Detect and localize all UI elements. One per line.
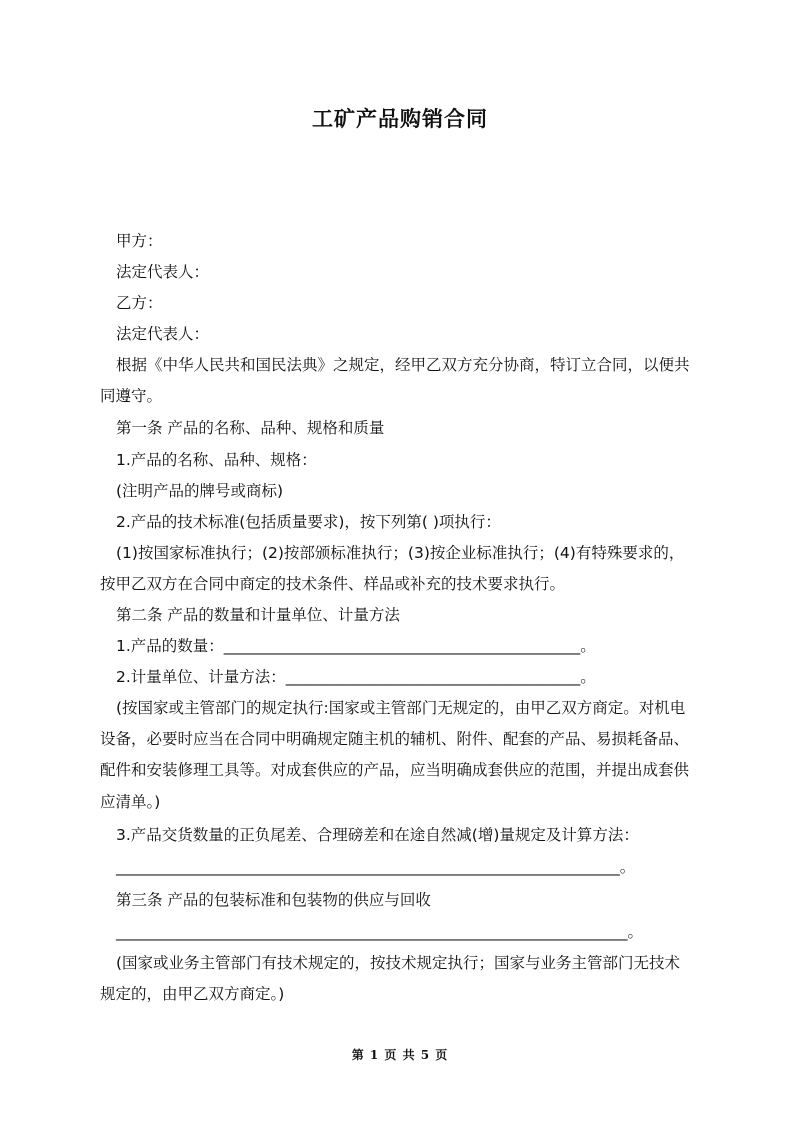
article-1-item-2: 2.产品的技术标准(包括质量要求)，按下列第( )项执行： bbox=[116, 513, 501, 531]
article-2-item-3: 3.产品交货数量的正负尾差、合理磅差和在途自然减(增)量规定及计算方法： bbox=[116, 826, 639, 844]
article-1-note: (注明产品的牌号或商标) bbox=[116, 482, 284, 500]
article-2-heading: 第二条 产品的数量和计量单位、计量方法 bbox=[116, 606, 400, 624]
measurement-note-line-3: 配件和安装修理工具等。对成套供应的产品，应当明确成套供应的范围，并提出成套供 bbox=[100, 761, 690, 779]
measurement-field: 2.计量单位、计量方法：______________________________________。 bbox=[116, 668, 596, 686]
measurement-note-line-1: (按国家或主管部门的规定执行:国家或主管部门无规定的，由甲乙双方商定。对机电 bbox=[116, 699, 686, 717]
party-b-representative: 法定代表人： bbox=[116, 325, 210, 343]
standards-line-1: (1)按国家标准执行；(2)按部颁标准执行；(3)按企业标准执行；(4)有特殊要求的， bbox=[116, 544, 685, 562]
party-a-label: 甲方： bbox=[116, 232, 163, 250]
article-3-heading: 第三条 产品的包装标准和包装物的供应与回收 bbox=[116, 891, 431, 909]
preamble-line-2: 同遵守。 bbox=[100, 387, 163, 405]
page-footer: 第 1 页 共 5 页 bbox=[351, 1048, 449, 1062]
measurement-note-line-2: 设备，必要时应当在合同中明确规定随主机的辅机、附件、配套的产品、易损耗备品、 bbox=[100, 730, 690, 748]
packaging-note-line-1: (国家或业务主管部门有技术规定的，按技术规定执行；国家与业务主管部门无技术 bbox=[116, 954, 681, 972]
measurement-note-line-4: 应清单。) bbox=[100, 793, 161, 811]
article-1-item-1: 1.产品的名称、品种、规格： bbox=[116, 451, 317, 469]
tolerance-blank: _________________________________________________________________。 bbox=[116, 858, 636, 876]
standards-line-2: 按甲乙双方在合同中商定的技术条件、样品或补充的技术要求执行。 bbox=[100, 575, 566, 593]
party-b-label: 乙方： bbox=[116, 294, 163, 312]
party-a-representative: 法定代表人： bbox=[116, 263, 210, 281]
article-1-heading: 第一条 产品的名称、品种、规格和质量 bbox=[116, 419, 385, 437]
quantity-field: 1.产品的数量：______________________________________________。 bbox=[116, 637, 596, 655]
preamble-line-1: 根据《中华人民共和国民法典》之规定，经甲乙双方充分协商，特订立合同，以便共 bbox=[116, 356, 690, 374]
packaging-note-line-2: 规定的，由甲乙双方商定。) bbox=[100, 985, 285, 1003]
packaging-blank: __________________________________________________________________。 bbox=[116, 923, 644, 941]
document-title: 工矿产品购销合同 bbox=[312, 107, 488, 131]
